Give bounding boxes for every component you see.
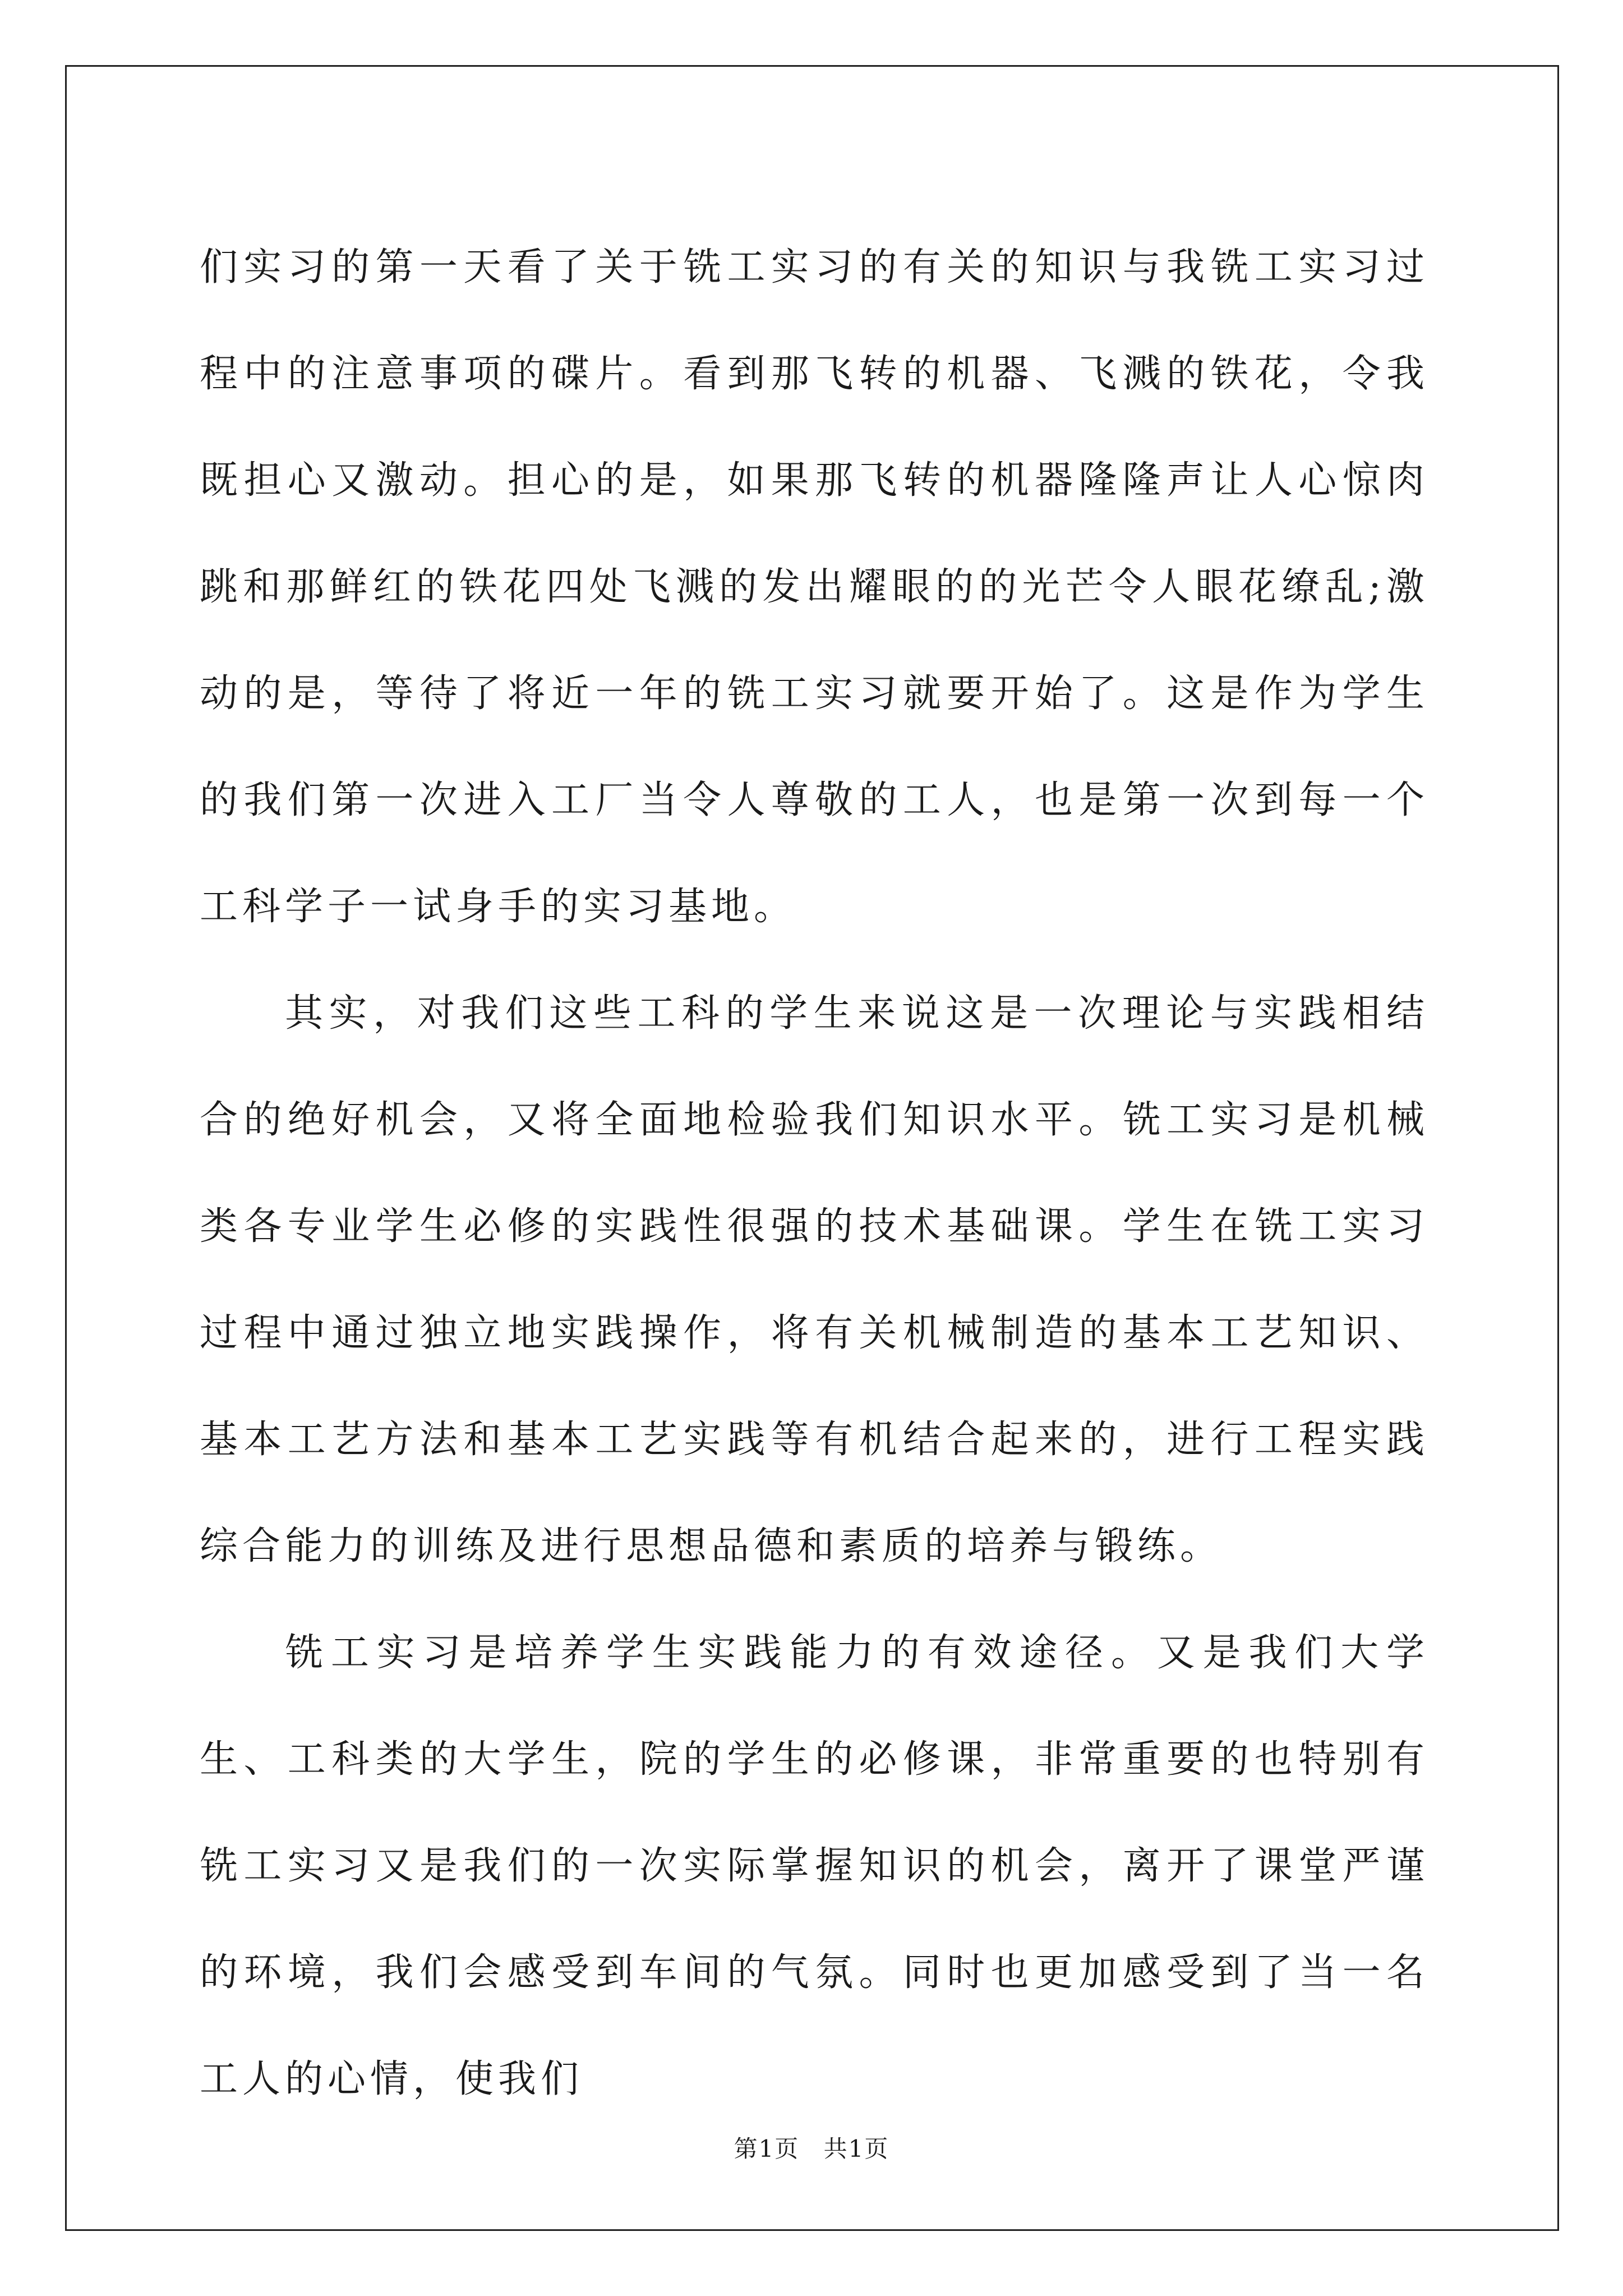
page-number: 第1页 [734,2135,800,2162]
page-footer [0,2131,1623,2164]
paragraph-1: 们实习的第一天看了关于铣工实习的有关的知识与我铣工实习过程中的注意事项的碟片。看到那飞转的机器、飞溅的铁花，令我既担心又激动。担心的是，如果那飞转的机器隆隆声让人心惊肉跳和那鲜红的铁花四处飞溅的发出耀眼的的光芒令人眼花缭乱;激动的是，等待了将近一年的铣工实习就要开始了。这是作为学生的我们第一次进入工厂当令人尊敬的工人，也是第一次到每一个工科学子一试身手的实习基地。 [200,245,1429,929]
paragraph-2: 其实，对我们这些工科的学生来说这是一次理论与实践相结合的绝好机会，又将全面地检验我们知识水平。铣工实习是机械类各专业学生必修的实践性很强的技术基础课。学生在铣工实习过程中通过独立地实践操作，将有关机械制造的基本工艺知识、基本工艺方法和基本工艺实践等有机结合起来的，进行工程实践综合能力的训练及进行思想品德和素质的培养与锻练。 [200,991,1429,1568]
page-total: 共1页 [823,2135,889,2162]
paragraph-3: 铣工实习是培养学生实践能力的有效途径。又是我们大学生、工科类的大学生，院的学生的必修课，非常重要的也特别有铣工实习又是我们的一次实际掌握知识的机会，离开了课堂严谨的环境，我们会感受到车间的气氛。同时也更加感受到了当一名工人的心情，使我们 [200,1631,1429,2101]
document-body [200,214,1429,2133]
